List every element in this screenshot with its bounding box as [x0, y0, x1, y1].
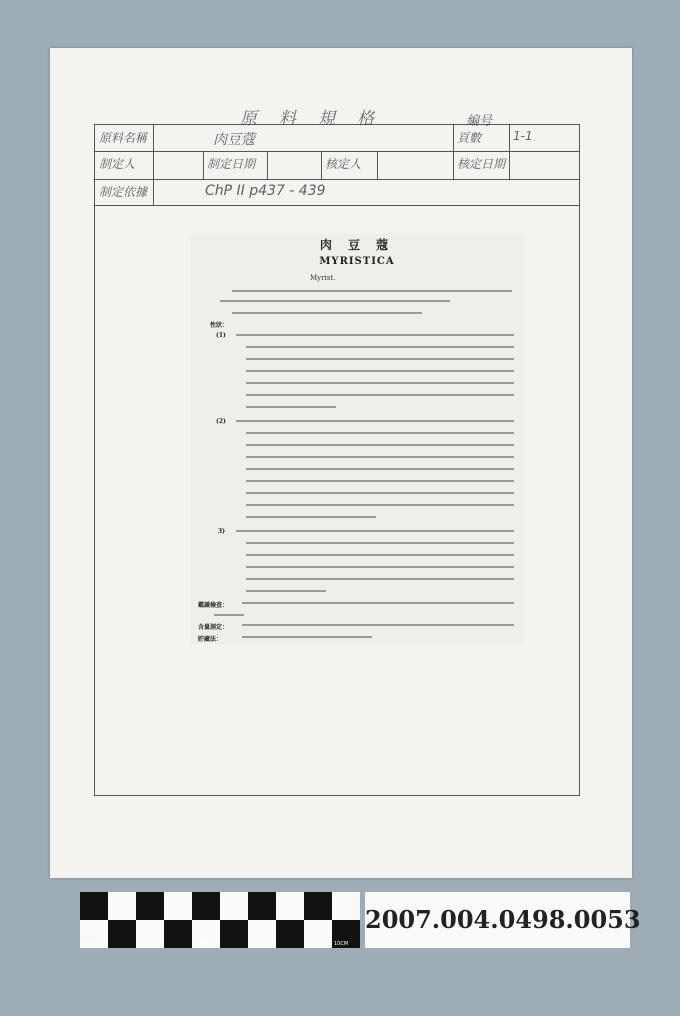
- text-line: [246, 468, 514, 470]
- text-line: [220, 300, 450, 302]
- reviewer-label: 核定人: [325, 157, 362, 171]
- author-label: 制定人: [99, 157, 136, 171]
- section-label-identification: 鑑識檢查：: [198, 602, 229, 609]
- text-line: [236, 334, 514, 336]
- text-line: [246, 394, 514, 396]
- text-line: [246, 578, 514, 580]
- text-line: [246, 480, 514, 482]
- text-line: [246, 358, 514, 360]
- ruler-mark-5: 5CM: [196, 941, 207, 947]
- text-line: [246, 554, 514, 556]
- text-line: [246, 590, 326, 592]
- text-line: [246, 542, 514, 544]
- text-line: [242, 624, 514, 626]
- material-name-label: 原料名稱: [99, 131, 148, 145]
- document-sheet: [50, 48, 632, 878]
- basis-label: 制定依據: [99, 185, 148, 199]
- text-line: [246, 444, 514, 446]
- text-line: [246, 346, 514, 348]
- text-line: [246, 516, 376, 518]
- material-name-value: 肉豆蔻: [213, 132, 255, 148]
- text-line: [236, 420, 514, 422]
- text-line: [246, 492, 514, 494]
- monograph-page: [190, 234, 524, 644]
- accession-number: 2007.004.0498.0053: [365, 892, 630, 948]
- text-line: [232, 290, 512, 292]
- section-label-2: (2): [216, 418, 226, 425]
- measurement-ruler: [80, 892, 360, 948]
- text-line: [246, 504, 514, 506]
- serial-number-label: 編号: [466, 114, 493, 129]
- text-line: [246, 370, 514, 372]
- section-label-properties: 性狀：: [210, 322, 229, 329]
- section-label-assay: 含量測定：: [198, 624, 229, 631]
- pages-value: 1-1: [513, 129, 533, 143]
- monograph-title-en: MYRISTICA: [319, 256, 395, 267]
- form-row-name: [95, 125, 579, 152]
- monograph-abbreviation: Myrist.: [310, 274, 336, 282]
- ruler-mark-0: 0CM: [82, 941, 93, 947]
- form-row-author: [95, 151, 579, 180]
- text-line: [236, 530, 514, 532]
- text-line: [246, 432, 514, 434]
- section-label-storage: 貯藏法：: [198, 636, 223, 643]
- text-line: [232, 312, 422, 314]
- pages-label: 頁數: [457, 131, 482, 145]
- review-date-label: 核定日期: [457, 157, 506, 171]
- form-title: 原料規格: [240, 109, 396, 129]
- text-line: [246, 406, 336, 408]
- text-line: [214, 614, 244, 616]
- ruler-mark-10: 10CM: [334, 941, 349, 947]
- text-line: [242, 636, 372, 638]
- text-line: [242, 602, 514, 604]
- monograph-title-zh: 肉 豆 蔻: [319, 238, 395, 252]
- text-line: [246, 566, 514, 568]
- form-row-basis: [95, 179, 579, 206]
- date-label: 制定日期: [207, 157, 256, 171]
- section-label-1: (1): [216, 332, 226, 339]
- section-label-3: 3): [218, 528, 226, 535]
- text-line: [246, 456, 514, 458]
- basis-value: ChP II p437 - 439: [205, 183, 326, 199]
- text-line: [246, 382, 514, 384]
